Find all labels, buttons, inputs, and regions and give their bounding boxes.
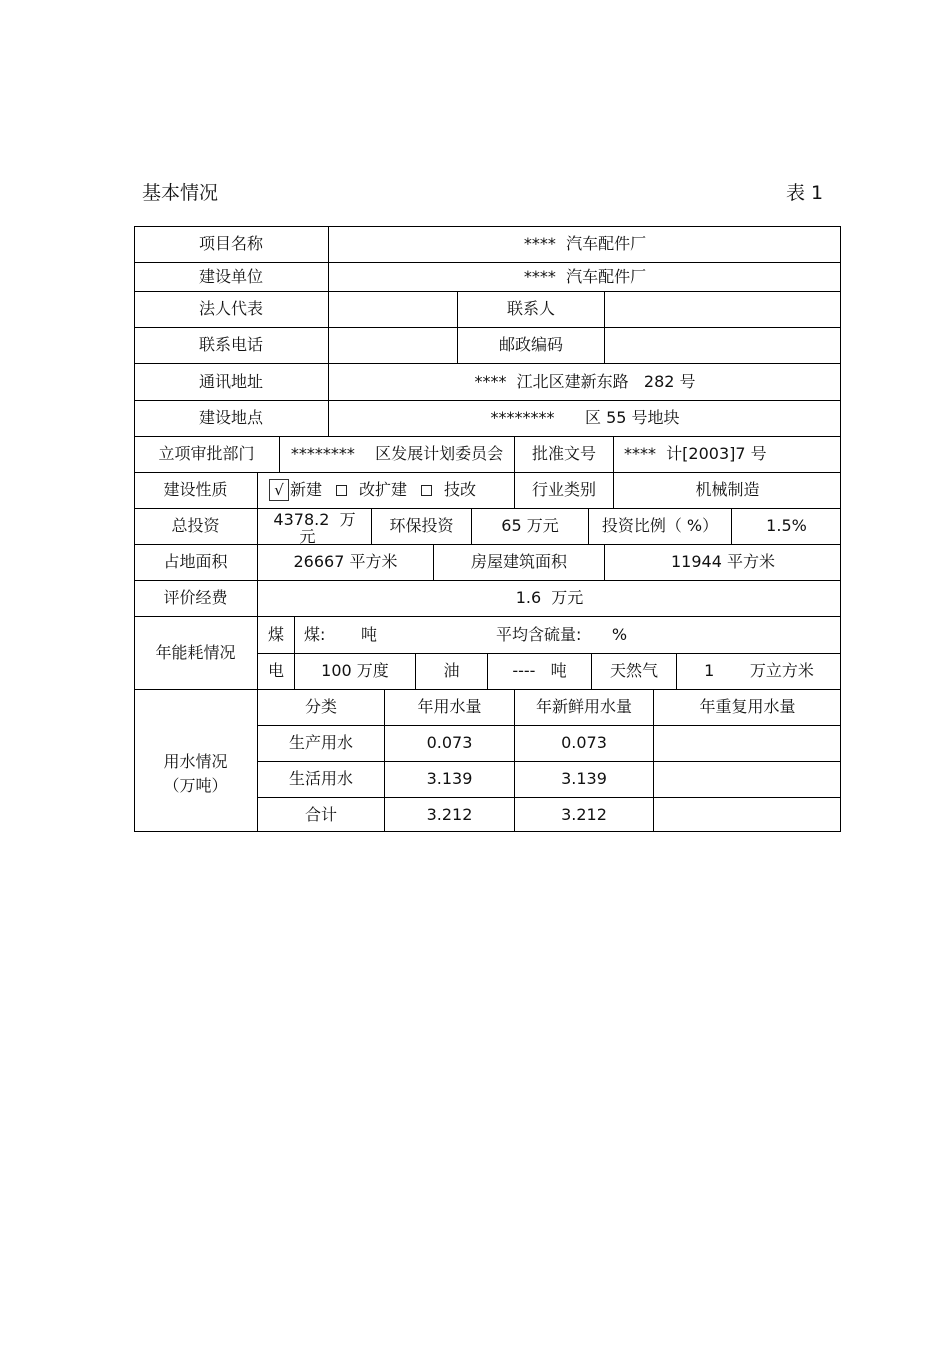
label-investment-ratio: 投资比例（ %） <box>601 516 719 535</box>
water-header-category: 分类 <box>304 697 337 716</box>
water-cell: 生产用水 <box>288 733 353 752</box>
table-number: 表 1 <box>786 182 824 204</box>
water-cell: 合计 <box>304 804 337 824</box>
label-approval-no: 批准文号 <box>531 444 596 463</box>
label-env-investment: 环保投资 <box>389 516 454 535</box>
water-cell: 0.073 <box>426 733 473 752</box>
value-site: ******** 区 55 号地块 <box>490 408 680 427</box>
value-coal: 煤: 吨 <box>304 624 377 644</box>
value-legal-rep <box>329 291 457 327</box>
checkbox-expansion[interactable] <box>336 485 347 496</box>
label-water-line1: 用水情况 <box>163 752 228 771</box>
value-approval-dept: ******** 区发展计划委员会 <box>290 444 504 463</box>
label-electricity: 电 <box>267 661 284 680</box>
water-cell: 生活用水 <box>288 769 353 788</box>
option-tech-reform: 技改 <box>444 480 477 499</box>
label-assessment-fee: 评价经费 <box>163 588 228 607</box>
label-energy: 年能耗情况 <box>155 642 236 662</box>
water-cell: 3.139 <box>561 769 607 788</box>
nature-options <box>269 472 514 508</box>
label-approval-dept: 立项审批部门 <box>158 444 255 463</box>
value-total-investment-line2: 元 <box>299 526 316 546</box>
label-project-name: 项目名称 <box>198 234 263 253</box>
label-total-investment: 总投资 <box>171 516 220 535</box>
value-construction-unit: **** 汽车配件厂 <box>523 266 647 286</box>
value-sulfur: 平均含硫量: % <box>496 624 628 644</box>
checkbox-tech-reform[interactable] <box>421 485 432 496</box>
form-title: 基本情况 <box>142 182 219 204</box>
value-total-investment <box>258 512 371 546</box>
water-cell <box>654 797 841 832</box>
option-expansion: 改扩建 <box>359 480 408 499</box>
value-investment-ratio: 1.5% <box>766 516 807 535</box>
label-water <box>134 750 257 798</box>
label-coal: 煤 <box>267 624 284 644</box>
label-land-area: 占地面积 <box>163 552 228 571</box>
label-address: 通讯地址 <box>198 371 263 391</box>
water-cell: 0.073 <box>561 733 607 752</box>
value-electricity: 100 万度 <box>321 661 389 680</box>
label-phone: 联系电话 <box>198 335 263 354</box>
value-building-area: 11944 平方米 <box>671 552 775 571</box>
label-contact: 联系人 <box>506 299 555 318</box>
value-project-name: **** 汽车配件厂 <box>523 234 647 253</box>
label-oil: 油 <box>443 661 460 680</box>
water-header-fresh: 年新鲜用水量 <box>535 697 632 716</box>
value-address: **** 江北区建新东路 282 号 <box>474 371 696 391</box>
water-cell: 3.212 <box>561 804 607 824</box>
label-nature: 建设性质 <box>163 480 228 499</box>
value-industry: 机械制造 <box>695 480 760 499</box>
value-assessment-fee: 1.6 万元 <box>515 588 584 607</box>
label-industry: 行业类别 <box>531 480 596 499</box>
label-building-area: 房屋建筑面积 <box>470 552 567 571</box>
label-natural-gas: 天然气 <box>609 661 658 680</box>
value-contact <box>605 291 841 327</box>
water-cell: 3.139 <box>426 769 473 788</box>
value-env-investment: 65 万元 <box>501 516 559 535</box>
value-postcode <box>605 327 841 363</box>
water-header-annual: 年用水量 <box>417 697 482 716</box>
label-water-line2: （万吨） <box>163 776 228 795</box>
water-cell: 3.212 <box>426 804 473 824</box>
water-cell <box>654 761 841 797</box>
water-cell <box>654 725 841 761</box>
option-new-build: 新建 <box>290 480 323 499</box>
label-postcode: 邮政编码 <box>498 335 563 354</box>
value-natural-gas: 1 万立方米 <box>704 661 814 680</box>
value-oil: ---- 吨 <box>512 661 567 680</box>
value-phone <box>329 327 457 363</box>
value-land-area: 26667 平方米 <box>293 552 398 571</box>
label-legal-rep: 法人代表 <box>198 299 263 318</box>
value-total-investment-line1: 4378.2 万 <box>273 510 356 529</box>
value-approval-no: **** 计[2003]7 号 <box>624 444 767 463</box>
checkbox-new-build[interactable]: √ <box>269 479 289 501</box>
label-construction-unit: 建设单位 <box>198 266 263 286</box>
water-header-reuse: 年重复用水量 <box>699 697 796 716</box>
label-site: 建设地点 <box>198 408 263 427</box>
